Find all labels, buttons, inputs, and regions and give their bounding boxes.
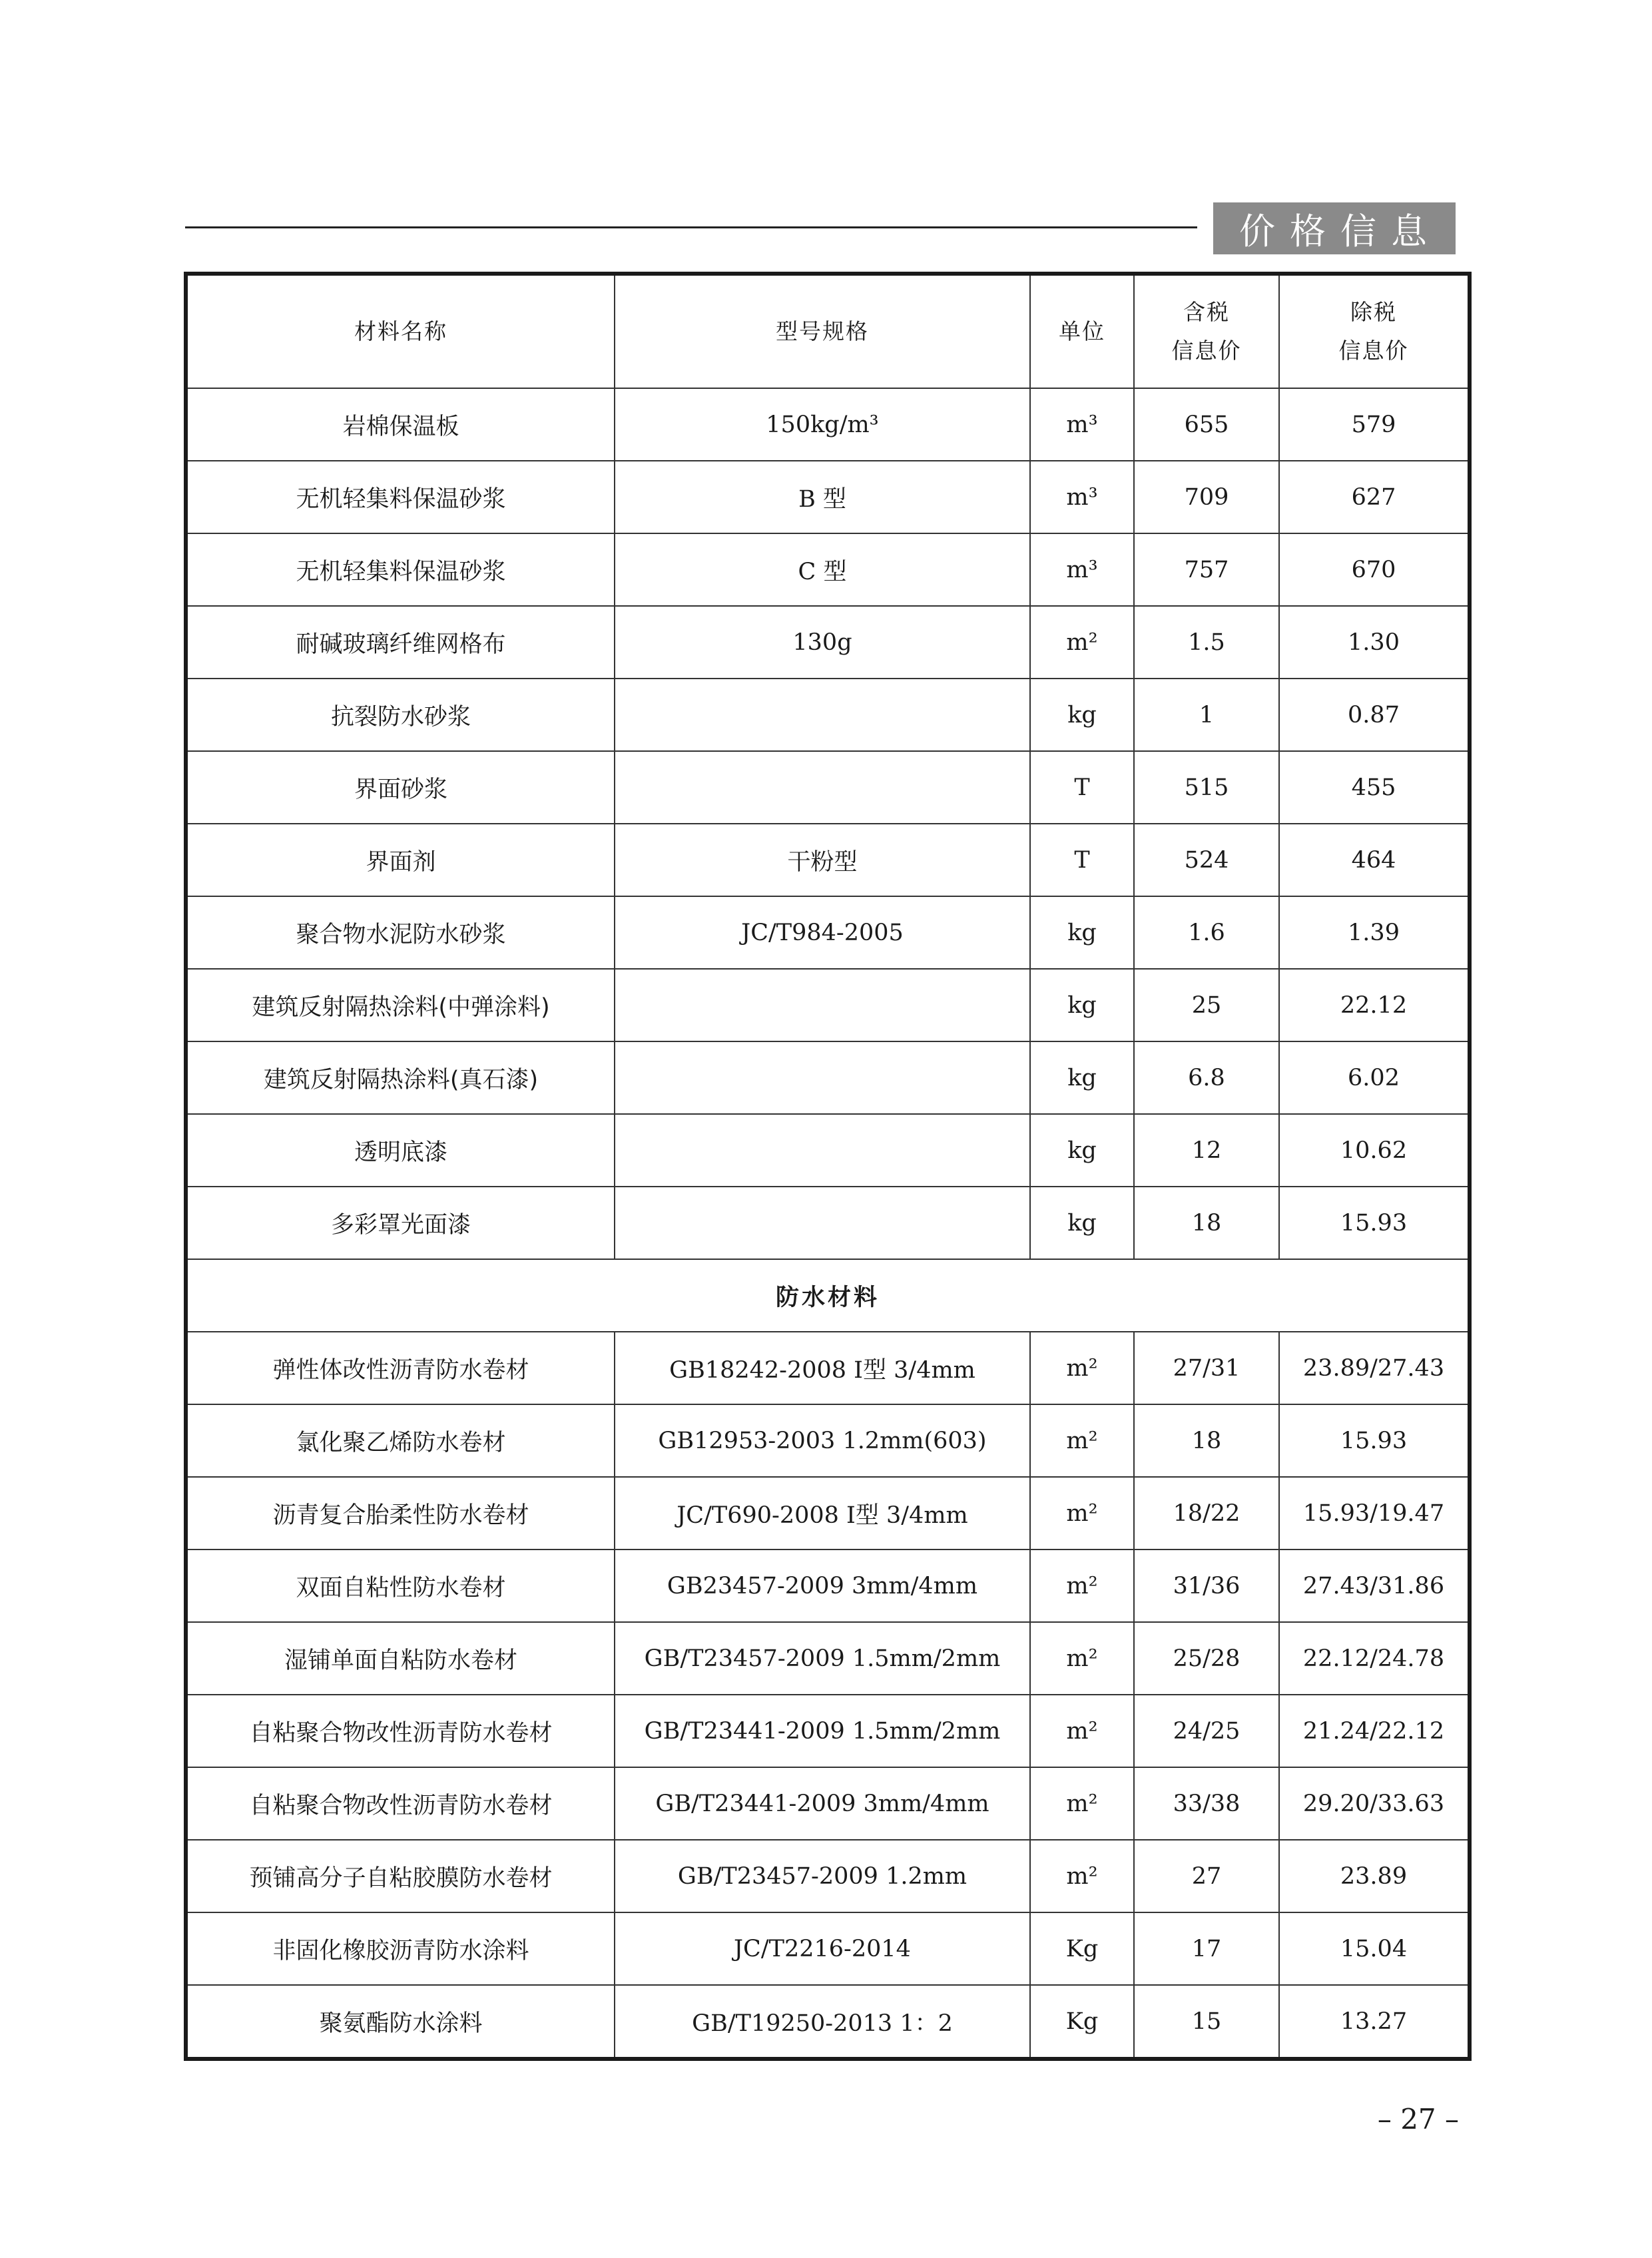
cell-unit: m²	[1030, 1477, 1134, 1550]
section-title-tab: 价格信息	[1213, 202, 1456, 254]
table-row	[186, 1187, 1470, 1259]
table-row	[186, 896, 1470, 969]
cell-unit: m³	[1030, 461, 1134, 533]
cell-unit: m²	[1030, 1767, 1134, 1840]
cell-tax-excl: 6.02	[1279, 1041, 1470, 1114]
cell-unit: m²	[1030, 1695, 1134, 1767]
table-row	[186, 1041, 1470, 1114]
cell-name: 自粘聚合物改性沥青防水卷材	[186, 1695, 615, 1767]
cell-unit: kg	[1030, 969, 1134, 1041]
table-row	[186, 824, 1470, 896]
cell-tax-excl: 10.62	[1279, 1114, 1470, 1187]
table-row	[186, 388, 1470, 461]
table-row	[186, 533, 1470, 606]
cell-tax-incl: 18	[1134, 1404, 1279, 1477]
cell-name: 无机轻集料保温砂浆	[186, 461, 615, 533]
table-body	[186, 388, 1470, 2059]
cell-spec: GB23457-2009 3mm/4mm	[615, 1550, 1030, 1622]
cell-tax-incl: 15	[1134, 1985, 1279, 2059]
cell-tax-excl: 22.12/24.78	[1279, 1622, 1470, 1695]
cell-tax-excl: 23.89/27.43	[1279, 1332, 1470, 1404]
cell-spec: GB/T23441-2009 1.5mm/2mm	[615, 1695, 1030, 1767]
cell-tax-excl: 27.43/31.86	[1279, 1550, 1470, 1622]
cell-spec: 130g	[615, 606, 1030, 679]
cell-tax-incl: 25/28	[1134, 1622, 1279, 1695]
cell-tax-excl: 1.30	[1279, 606, 1470, 679]
cell-name: 多彩罩光面漆	[186, 1187, 615, 1259]
cell-tax-excl: 579	[1279, 388, 1470, 461]
cell-spec	[615, 751, 1030, 824]
cell-tax-excl: 464	[1279, 824, 1470, 896]
cell-tax-incl: 1	[1134, 679, 1279, 751]
table-row	[186, 1550, 1470, 1622]
cell-unit: m³	[1030, 533, 1134, 606]
cell-tax-incl: 27/31	[1134, 1332, 1279, 1404]
table-row	[186, 1622, 1470, 1695]
cell-tax-incl: 31/36	[1134, 1550, 1279, 1622]
table-row	[186, 1767, 1470, 1840]
cell-tax-excl: 21.24/22.12	[1279, 1695, 1470, 1767]
cell-unit: kg	[1030, 1187, 1134, 1259]
table-row	[186, 1912, 1470, 1985]
cell-spec	[615, 1187, 1030, 1259]
table-row	[186, 606, 1470, 679]
table-header-row	[186, 274, 1470, 388]
cell-tax-incl: 757	[1134, 533, 1279, 606]
cell-tax-incl: 655	[1134, 388, 1279, 461]
section-row	[186, 1259, 1470, 1332]
cell-unit: kg	[1030, 1114, 1134, 1187]
cell-name: 聚氨酯防水涂料	[186, 1985, 615, 2059]
header-material-name: 材料名称	[186, 274, 615, 388]
cell-tax-excl: 0.87	[1279, 679, 1470, 751]
cell-tax-incl: 12	[1134, 1114, 1279, 1187]
header-unit: 单位	[1030, 274, 1134, 388]
cell-unit: m²	[1030, 606, 1134, 679]
cell-spec: GB/T23441-2009 3mm/4mm	[615, 1767, 1030, 1840]
cell-name: 非固化橡胶沥青防水涂料	[186, 1912, 615, 1985]
cell-spec	[615, 679, 1030, 751]
cell-name: 界面砂浆	[186, 751, 615, 824]
cell-unit: m²	[1030, 1840, 1134, 1912]
cell-tax-excl: 627	[1279, 461, 1470, 533]
cell-tax-excl: 23.89	[1279, 1840, 1470, 1912]
cell-spec: JC/T984-2005	[615, 896, 1030, 969]
cell-spec	[615, 969, 1030, 1041]
cell-spec: JC/T690-2008 Ⅰ型 3/4mm	[615, 1477, 1030, 1550]
cell-unit: m³	[1030, 388, 1134, 461]
header-tax-included-line2: 信息价	[1171, 338, 1242, 364]
cell-unit: kg	[1030, 679, 1134, 751]
header-tax-included-price	[1134, 274, 1279, 388]
cell-unit: m²	[1030, 1622, 1134, 1695]
cell-tax-incl: 1.6	[1134, 896, 1279, 969]
table-row	[186, 461, 1470, 533]
cell-unit: m²	[1030, 1404, 1134, 1477]
cell-tax-excl: 1.39	[1279, 896, 1470, 969]
cell-spec: GB/T23457-2009 1.5mm/2mm	[615, 1622, 1030, 1695]
cell-tax-excl: 15.93/19.47	[1279, 1477, 1470, 1550]
cell-unit: T	[1030, 751, 1134, 824]
cell-unit: Kg	[1030, 1912, 1134, 1985]
cell-name: 界面剂	[186, 824, 615, 896]
cell-name: 透明底漆	[186, 1114, 615, 1187]
cell-unit: Kg	[1030, 1985, 1134, 2059]
cell-name: 建筑反射隔热涂料(真石漆)	[186, 1041, 615, 1114]
cell-tax-incl: 709	[1134, 461, 1279, 533]
table-row	[186, 1840, 1470, 1912]
cell-tax-incl: 18	[1134, 1187, 1279, 1259]
cell-tax-excl: 455	[1279, 751, 1470, 824]
cell-spec	[615, 1041, 1030, 1114]
cell-name: 抗裂防水砂浆	[186, 679, 615, 751]
cell-tax-excl: 15.93	[1279, 1187, 1470, 1259]
cell-spec: GB12953-2003 1.2mm(603)	[615, 1404, 1030, 1477]
cell-tax-incl: 27	[1134, 1840, 1279, 1912]
header-tax-included-line1: 含税	[1183, 299, 1230, 325]
table-row	[186, 1695, 1470, 1767]
cell-name: 聚合物水泥防水砂浆	[186, 896, 615, 969]
header-rule	[185, 226, 1197, 228]
cell-tax-excl: 15.93	[1279, 1404, 1470, 1477]
page-number: – 27 –	[1377, 2103, 1459, 2135]
cell-name: 预铺高分子自粘胶膜防水卷材	[186, 1840, 615, 1912]
table-row	[186, 1114, 1470, 1187]
table-row	[186, 1332, 1470, 1404]
cell-name: 建筑反射隔热涂料(中弹涂料)	[186, 969, 615, 1041]
cell-spec: C 型	[615, 533, 1030, 606]
cell-name: 自粘聚合物改性沥青防水卷材	[186, 1767, 615, 1840]
table-row	[186, 1404, 1470, 1477]
cell-tax-incl: 6.8	[1134, 1041, 1279, 1114]
cell-name: 无机轻集料保温砂浆	[186, 533, 615, 606]
cell-tax-excl: 15.04	[1279, 1912, 1470, 1985]
cell-name: 湿铺单面自粘防水卷材	[186, 1622, 615, 1695]
price-table	[184, 272, 1472, 2061]
cell-spec: JC/T2216-2014	[615, 1912, 1030, 1985]
table-row	[186, 679, 1470, 751]
cell-unit: m²	[1030, 1332, 1134, 1404]
cell-tax-incl: 24/25	[1134, 1695, 1279, 1767]
cell-tax-excl: 13.27	[1279, 1985, 1470, 2059]
header-spec: 型号规格	[615, 274, 1030, 388]
cell-tax-excl: 22.12	[1279, 969, 1470, 1041]
cell-name: 岩棉保温板	[186, 388, 615, 461]
cell-tax-incl: 33/38	[1134, 1767, 1279, 1840]
cell-unit: kg	[1030, 1041, 1134, 1114]
cell-name: 氯化聚乙烯防水卷材	[186, 1404, 615, 1477]
cell-spec	[615, 1114, 1030, 1187]
header-tax-excluded-line1: 除税	[1350, 299, 1397, 325]
table-row	[186, 969, 1470, 1041]
cell-unit: m²	[1030, 1550, 1134, 1622]
cell-tax-incl: 524	[1134, 824, 1279, 896]
cell-name: 耐碱玻璃纤维网格布	[186, 606, 615, 679]
cell-unit: T	[1030, 824, 1134, 896]
cell-spec: 150kg/m³	[615, 388, 1030, 461]
cell-tax-excl: 670	[1279, 533, 1470, 606]
table-row	[186, 751, 1470, 824]
header-tax-excluded-line2: 信息价	[1338, 338, 1409, 364]
cell-tax-excl: 29.20/33.63	[1279, 1767, 1470, 1840]
cell-spec: GB/T19250-2013 1：2	[615, 1985, 1030, 2059]
cell-name: 弹性体改性沥青防水卷材	[186, 1332, 615, 1404]
cell-tax-incl: 515	[1134, 751, 1279, 824]
cell-tax-incl: 18/22	[1134, 1477, 1279, 1550]
cell-name: 沥青复合胎柔性防水卷材	[186, 1477, 615, 1550]
cell-unit: kg	[1030, 896, 1134, 969]
section-label-waterproofing: 防水材料	[186, 1259, 1470, 1332]
cell-spec: 干粉型	[615, 824, 1030, 896]
table-row	[186, 1477, 1470, 1550]
cell-tax-incl: 25	[1134, 969, 1279, 1041]
cell-spec: GB18242-2008 Ⅰ型 3/4mm	[615, 1332, 1030, 1404]
table-row	[186, 1985, 1470, 2059]
cell-spec: B 型	[615, 461, 1030, 533]
cell-tax-incl: 1.5	[1134, 606, 1279, 679]
cell-spec: GB/T23457-2009 1.2mm	[615, 1840, 1030, 1912]
cell-tax-incl: 17	[1134, 1912, 1279, 1985]
cell-name: 双面自粘性防水卷材	[186, 1550, 615, 1622]
header-tax-excluded-price	[1279, 274, 1470, 388]
